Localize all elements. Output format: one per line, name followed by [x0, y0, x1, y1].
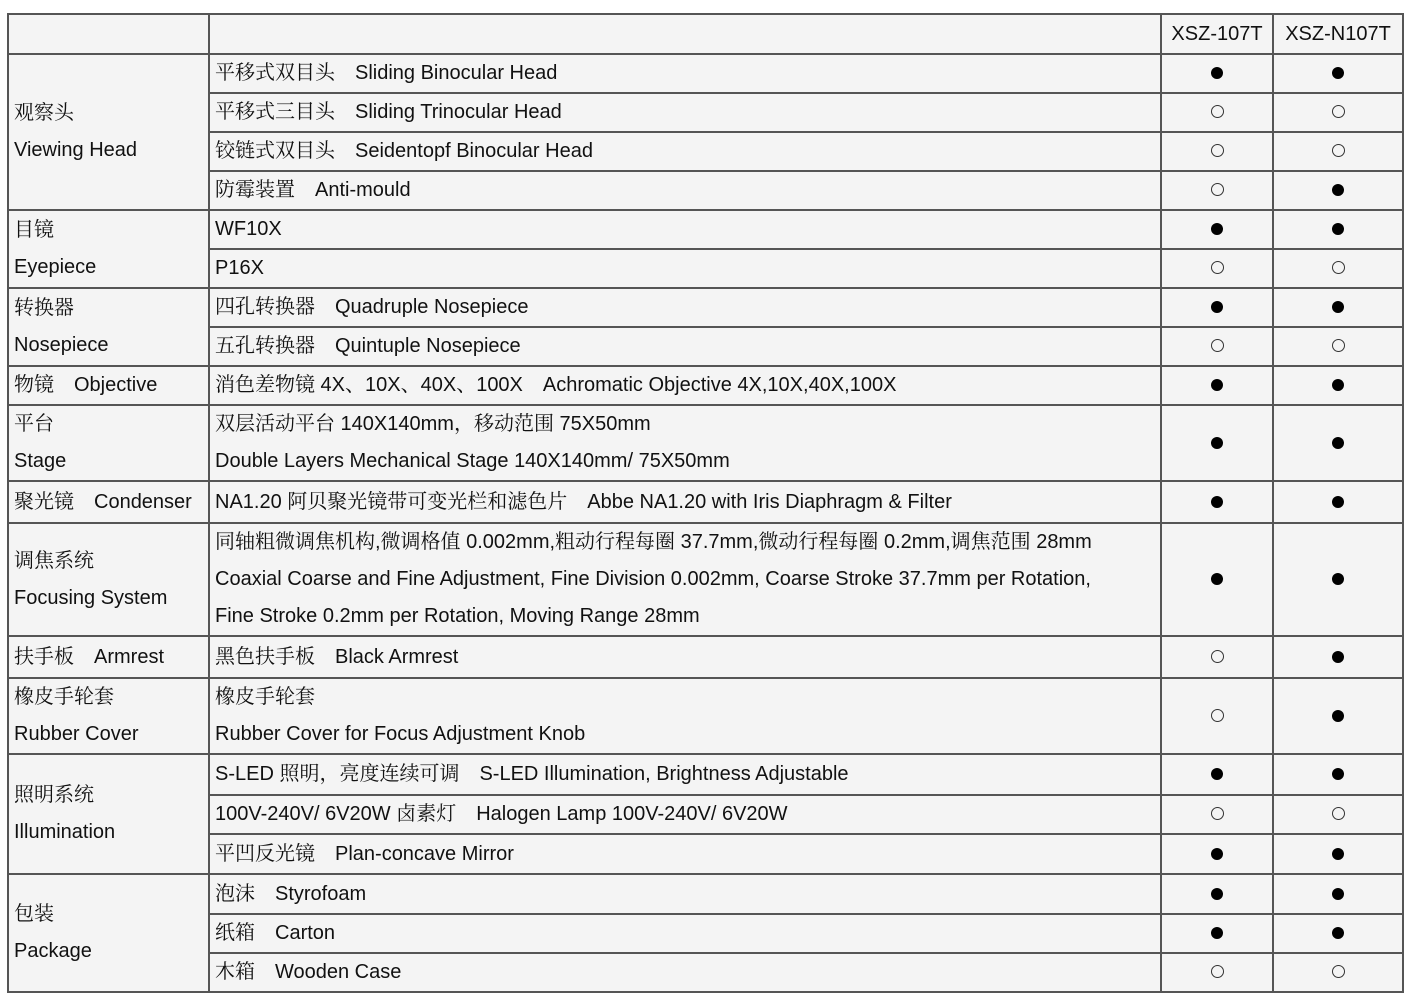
filled-circle-icon — [1332, 67, 1344, 79]
filled-circle-icon — [1332, 496, 1344, 508]
filled-circle-icon — [1211, 848, 1223, 860]
filled-circle-icon — [1211, 768, 1223, 780]
category-label: Rubber Cover — [14, 723, 139, 745]
filled-circle-icon — [1211, 927, 1223, 939]
category-label: 包装 — [14, 903, 54, 925]
hollow-circle-icon — [1332, 144, 1345, 157]
item-description: 平凹反光镜 Plan-concave Mirror — [215, 842, 514, 865]
category-cell — [8, 481, 209, 523]
item-description: 100V-240V/ 6V20W 卤素灯 Halogen Lamp 100V-240V/ 6V20W — [215, 803, 788, 825]
category-label: 目镜 — [14, 219, 54, 241]
item-cell — [209, 523, 1161, 636]
item-cell — [209, 874, 1161, 914]
model-1-cell — [1161, 481, 1273, 523]
header-model-2: XSZ-N107T — [1273, 14, 1403, 54]
table-row — [8, 132, 1403, 171]
item-cell — [209, 366, 1161, 405]
item-cell — [209, 288, 1161, 327]
category-label: Illumination — [14, 821, 116, 843]
model-1-cell — [1161, 249, 1273, 288]
model-1-cell — [1161, 953, 1273, 992]
item-cell — [209, 754, 1161, 795]
table-row — [8, 914, 1403, 953]
filled-circle-icon — [1332, 710, 1344, 722]
category-cell — [8, 366, 209, 405]
model-1-cell — [1161, 171, 1273, 210]
filled-circle-icon — [1332, 651, 1344, 663]
item-description: 平移式双目头 Sliding Binocular Head — [215, 62, 558, 84]
filled-circle-icon — [1332, 848, 1344, 860]
header-row — [8, 14, 1403, 54]
model-1-cell — [1161, 914, 1273, 953]
filled-circle-icon — [1332, 184, 1344, 196]
filled-circle-icon — [1211, 437, 1223, 449]
item-description: 五孔转换器 Quintuple Nosepiece — [215, 335, 521, 357]
table-row — [8, 678, 1403, 754]
item-cell — [209, 953, 1161, 992]
model-1-cell — [1161, 795, 1273, 834]
category-cell — [8, 874, 209, 992]
item-cell — [209, 249, 1161, 288]
table-row — [8, 481, 1403, 523]
model-2-cell — [1273, 366, 1403, 405]
filled-circle-icon — [1211, 223, 1223, 235]
model-2-cell — [1273, 953, 1403, 992]
filled-circle-icon — [1211, 888, 1223, 900]
filled-circle-icon — [1332, 301, 1344, 313]
table-row — [8, 834, 1403, 874]
table-row — [8, 93, 1403, 132]
table-row — [8, 795, 1403, 834]
item-cell — [209, 914, 1161, 953]
filled-circle-icon — [1332, 437, 1344, 449]
table-row — [8, 249, 1403, 288]
item-description: 木箱 Wooden Case — [215, 961, 402, 983]
filled-circle-icon — [1211, 301, 1223, 313]
item-description: 平移式三目头 Sliding Trinocular Head — [215, 101, 562, 123]
filled-circle-icon — [1332, 768, 1344, 780]
filled-circle-icon — [1332, 573, 1344, 585]
model-2-cell — [1273, 132, 1403, 171]
category-label: Nosepiece — [14, 334, 109, 356]
model-2-cell — [1273, 93, 1403, 132]
model-2-cell — [1273, 405, 1403, 481]
table-row — [8, 754, 1403, 795]
item-description: Coaxial Coarse and Fine Adjustment, Fine Division 0.002mm, Coarse Stroke 37.7mm per Rotation, — [215, 568, 1091, 590]
table-row — [8, 874, 1403, 914]
filled-circle-icon — [1211, 573, 1223, 585]
category-label: Stage — [14, 450, 67, 472]
item-description: 防霉装置 Anti-mould — [215, 179, 411, 201]
model-2-cell — [1273, 874, 1403, 914]
model-1-cell — [1161, 523, 1273, 636]
category-label: 平台 — [14, 413, 54, 435]
filled-circle-icon — [1332, 379, 1344, 391]
model-1-cell — [1161, 754, 1273, 795]
hollow-circle-icon — [1211, 261, 1224, 274]
model-2-cell — [1273, 171, 1403, 210]
category-label: Focusing System — [14, 586, 168, 609]
category-label: 观察头 — [14, 102, 74, 124]
hollow-circle-icon — [1332, 105, 1345, 118]
item-description: WF10X — [215, 218, 282, 240]
model-2-cell — [1273, 327, 1403, 366]
item-description: 双层活动平台 140X140mm，移动范围 75X50mm — [215, 413, 651, 435]
model-1-cell — [1161, 366, 1273, 405]
hollow-circle-icon — [1332, 261, 1345, 274]
category-cell — [8, 405, 209, 481]
category-label: Package — [14, 940, 92, 962]
model-2-cell — [1273, 54, 1403, 93]
table-row — [8, 210, 1403, 249]
model-1-cell — [1161, 834, 1273, 874]
model-2-cell — [1273, 834, 1403, 874]
model-2-cell — [1273, 754, 1403, 795]
model-1-cell — [1161, 678, 1273, 754]
item-cell — [209, 132, 1161, 171]
table-row — [8, 288, 1403, 327]
item-cell — [209, 795, 1161, 834]
model-1-cell — [1161, 54, 1273, 93]
filled-circle-icon — [1211, 379, 1223, 391]
category-cell — [8, 754, 209, 874]
model-1-cell — [1161, 93, 1273, 132]
model-1-cell — [1161, 288, 1273, 327]
item-cell — [209, 93, 1161, 132]
table-row — [8, 405, 1403, 481]
hollow-circle-icon — [1332, 965, 1345, 978]
model-1-cell — [1161, 132, 1273, 171]
model-2-cell — [1273, 288, 1403, 327]
item-description: Rubber Cover for Focus Adjustment Knob — [215, 723, 586, 745]
model-2-cell — [1273, 914, 1403, 953]
category-label: 橡皮手轮套 — [14, 686, 114, 708]
item-description: 消色差物镜 4X、10X、40X、100X Achromatic Objective 4X,10X,40X,100X — [215, 374, 897, 396]
item-cell — [209, 171, 1161, 210]
item-cell — [209, 678, 1161, 754]
header-model-1: XSZ-107T — [1161, 14, 1273, 54]
table-row — [8, 953, 1403, 992]
filled-circle-icon — [1332, 927, 1344, 939]
hollow-circle-icon — [1211, 144, 1224, 157]
model-2-cell — [1273, 523, 1403, 636]
item-description: 黑色扶手板 Black Armrest — [215, 645, 459, 668]
model-1-cell — [1161, 405, 1273, 481]
model-2-cell — [1273, 678, 1403, 754]
item-description: Fine Stroke 0.2mm per Rotation, Moving Range 28mm — [215, 605, 700, 627]
category-label: 照明系统 — [14, 784, 94, 806]
item-description: 泡沫 Styrofoam — [215, 882, 367, 905]
category-label: 调焦系统 — [14, 549, 94, 572]
header-item — [209, 14, 1161, 54]
filled-circle-icon — [1332, 223, 1344, 235]
item-description: 四孔转换器 Quadruple Nosepiece — [215, 296, 529, 318]
item-cell — [209, 327, 1161, 366]
hollow-circle-icon — [1211, 183, 1224, 196]
item-cell — [209, 481, 1161, 523]
hollow-circle-icon — [1332, 339, 1345, 352]
hollow-circle-icon — [1211, 807, 1224, 820]
filled-circle-icon — [1211, 67, 1223, 79]
hollow-circle-icon — [1211, 105, 1224, 118]
model-2-cell — [1273, 249, 1403, 288]
category-cell — [8, 54, 209, 210]
table-row — [8, 327, 1403, 366]
item-cell — [209, 636, 1161, 678]
item-description: 橡皮手轮套 — [215, 686, 315, 708]
hollow-circle-icon — [1211, 709, 1224, 722]
table-row — [8, 366, 1403, 405]
table-row — [8, 523, 1403, 636]
category-label: 物镜 Objective — [14, 374, 158, 396]
model-1-cell — [1161, 210, 1273, 249]
filled-circle-icon — [1211, 496, 1223, 508]
model-2-cell — [1273, 210, 1403, 249]
hollow-circle-icon — [1211, 650, 1224, 663]
model-1-cell — [1161, 636, 1273, 678]
item-description: S-LED 照明，亮度连续可调 S-LED Illumination, Brightness Adjustable — [215, 763, 849, 785]
item-description: 纸箱 Carton — [215, 922, 336, 944]
hollow-circle-icon — [1332, 807, 1345, 820]
table-row — [8, 171, 1403, 210]
table-row — [8, 54, 1403, 93]
category-cell — [8, 636, 209, 678]
item-description: 同轴粗微调焦机构,微调格值 0.002mm,粗动行程每圈 37.7mm,微动行程每圈 0.2mm,调焦范围 28mm — [215, 531, 1092, 553]
model-2-cell — [1273, 795, 1403, 834]
table-row — [8, 636, 1403, 678]
item-description: Double Layers Mechanical Stage 140X140mm/ 75X50mm — [215, 450, 730, 472]
item-description: P16X — [215, 257, 264, 279]
filled-circle-icon — [1332, 888, 1344, 900]
model-2-cell — [1273, 481, 1403, 523]
item-cell — [209, 405, 1161, 481]
category-label: 扶手板 Armrest — [14, 645, 164, 668]
model-2-cell — [1273, 636, 1403, 678]
category-cell — [8, 288, 209, 366]
item-description: NA1.20 阿贝聚光镜带可变光栏和滤色片 Abbe NA1.20 with Iris Diaphragm & Filter — [215, 490, 952, 513]
category-cell — [8, 210, 209, 288]
category-cell — [8, 678, 209, 754]
category-label: Viewing Head — [14, 139, 138, 161]
model-1-cell — [1161, 874, 1273, 914]
hollow-circle-icon — [1211, 339, 1224, 352]
item-cell — [209, 834, 1161, 874]
model-1-cell — [1161, 327, 1273, 366]
category-label: Eyepiece — [14, 256, 97, 278]
item-cell — [209, 210, 1161, 249]
category-label: 转换器 — [14, 297, 74, 319]
header-category — [8, 14, 209, 54]
spec-table — [7, 13, 1404, 993]
category-cell — [8, 523, 209, 636]
hollow-circle-icon — [1211, 965, 1224, 978]
item-cell — [209, 54, 1161, 93]
item-description: 铰链式双目头 Seidentopf Binocular Head — [215, 140, 593, 162]
category-label: 聚光镜 Condenser — [14, 490, 192, 513]
